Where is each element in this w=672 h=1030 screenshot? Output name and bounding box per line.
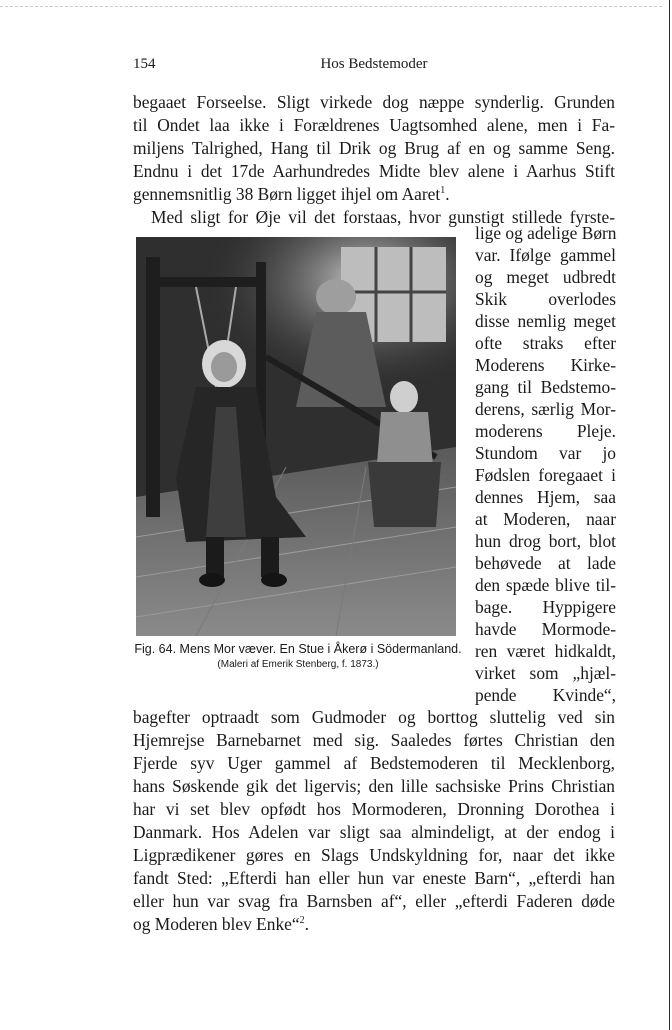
text-line: bagefter optraadt som Gudmoder og borttog sluttelig ved sin: [133, 707, 615, 727]
side-column-line: gang til Bedstemo-: [475, 377, 616, 397]
side-column-line: disse nemlig meget: [475, 311, 616, 331]
side-column-line: den spæde blive til-: [475, 575, 616, 595]
paragraph-start-line: Med sligt for Øje vil det forstaas, hvor gunstigt stillede fyrste-: [151, 207, 615, 227]
side-column-line: Skik overlodes: [475, 289, 616, 309]
text-line-content: og Moderen blev Enke“: [133, 914, 300, 934]
side-column-line: moderens Pleje.: [475, 421, 616, 441]
footnote-mark: 2: [299, 915, 305, 927]
text-line-content: gennemsnitlig 38 Børn ligget ihjel om Aaret: [133, 184, 441, 204]
side-column-line: behøvede at lade: [475, 553, 616, 573]
text-line: og Moderen blev Enke“$^2$.: [133, 914, 309, 934]
text-line: miljens Talrighed, Hang til Drik og Brug af en og samme Seng.: [133, 138, 615, 158]
side-column-line: Moderens Kirke-: [475, 355, 616, 375]
side-column-line: Fødslen foregaaet i: [475, 465, 616, 485]
side-column-line: pende Kvinde“,: [475, 685, 616, 705]
text-line: Fjerde syv Uger gammel af Bedstemoderen til Mecklenborg,: [133, 753, 615, 773]
figure-caption: Fig. 64. Mens Mor væver. En Stue i Åkerø i Södermanland.: [134, 642, 462, 656]
side-column-line: derens, særlig Mor-: [475, 399, 616, 419]
side-column-line: dennes Hjem, saa: [475, 487, 616, 507]
photograph-engraving-icon: [136, 237, 456, 636]
running-title: Hos Bedstemoder: [320, 56, 428, 72]
side-column-line: ofte straks efter: [475, 333, 616, 353]
text-line: til Ondet laa ikke i Forældrenes Uagtsomhed alene, men i Fa-: [133, 115, 615, 135]
page-number: 154: [133, 56, 156, 72]
figure-credit: (Maleri af Emerik Stenberg, f. 1873.): [217, 659, 379, 670]
side-column-line: lige og adelige Børn: [475, 223, 617, 243]
text-line: Endnu i det 17de Aarhundredes Midte blev alene i Aarhus Stift: [133, 161, 615, 181]
page-right-edge: [669, 0, 670, 1030]
side-column-line: virket som „hjæl-: [475, 663, 616, 683]
text-line: Ligprædikener gøres en Slags Undskyldning for, naar det ikke: [133, 845, 615, 865]
side-column-line: Stundom var jo: [475, 443, 616, 463]
text-line: Hjemrejse Barnebarnet med sig. Saaledes førtes Christian den: [133, 730, 615, 750]
figure-image: [136, 237, 456, 636]
text-line: fandt Sted: „Efterdi han eller hun var eneste Barn“, „efterdi han: [133, 868, 615, 888]
text-line: eller hun var svag fra Barnsben af“, eller „efterdi Faderen døde: [133, 891, 615, 911]
side-column-line: ren været hidkaldt,: [475, 641, 616, 661]
side-column-line: hun drog bort, blot: [475, 531, 616, 551]
side-column-line: var. Ifølge gammel: [475, 245, 616, 265]
text-line: Danmark. Hos Adelen var sligt saa almindeligt, at der endog i: [133, 822, 615, 842]
side-column-line: bage. Hyppigere: [475, 597, 616, 617]
side-column-line: at Moderen, naar: [475, 509, 616, 529]
side-column-line: havde Mormode-: [475, 619, 616, 639]
text-line: har vi set blev opfødt hos Mormoderen, Dronning Dorothea i: [133, 799, 615, 819]
page-top-rule: [0, 6, 662, 7]
side-column-line: og meget udbredt: [475, 267, 616, 287]
footnote-mark: 1: [440, 185, 446, 197]
text-line: hans Søskende gik det ligervis; den lille sachsiske Prins Christian: [133, 776, 615, 796]
page-header: [133, 56, 615, 76]
text-line: gennemsnitlig 38 Børn ligget ihjel om Aaret$^1$.: [133, 184, 450, 204]
text-line: begaaet Forseelse. Sligt virkede dog næppe synderlig. Grunden: [133, 92, 615, 112]
